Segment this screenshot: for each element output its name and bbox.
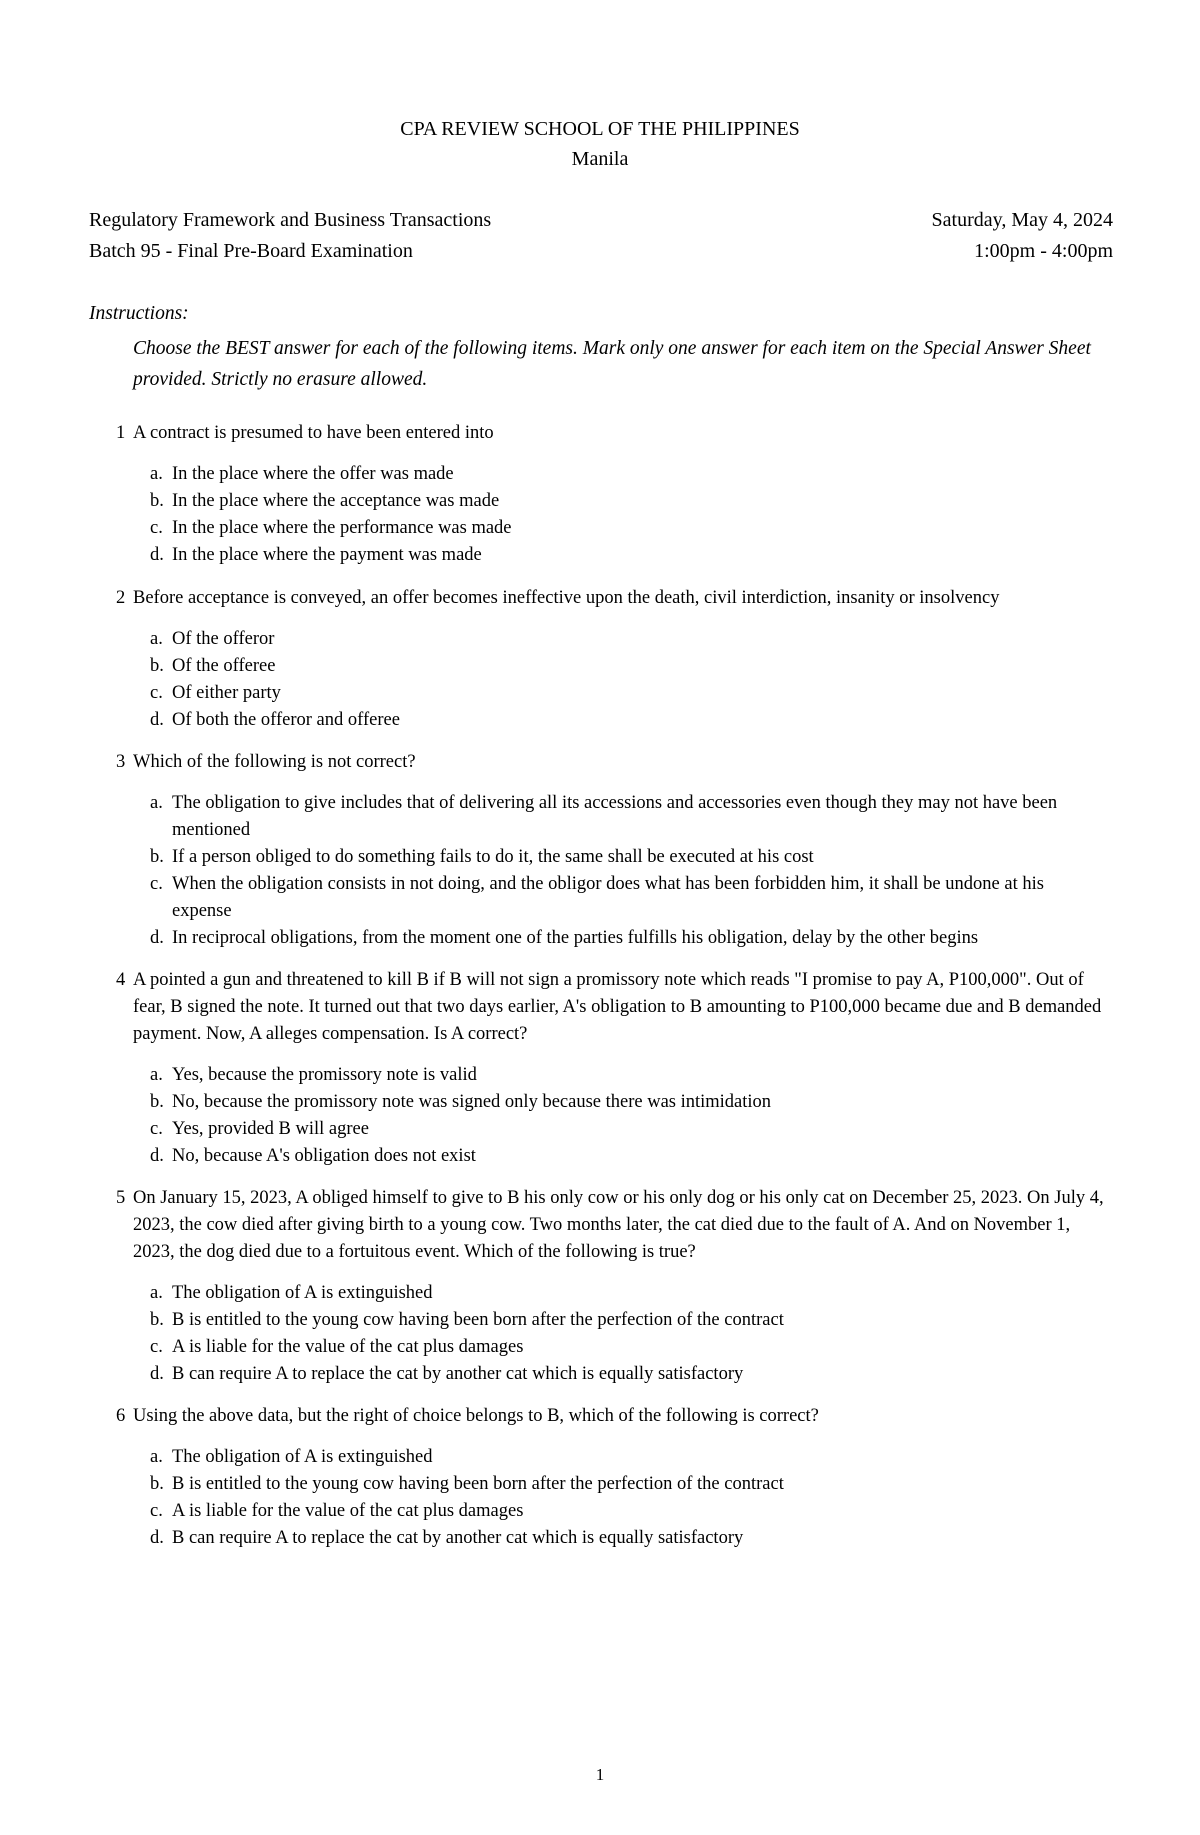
- choice-d: [150, 542, 1102, 569]
- question-stem: On January 15, 2023, A obliged himself to give to B his only cow or his only dog or his only cat on December 25, 2023. On July 4, 2023, the cow died after giving birth to a young cow. Two months later, the cat died due to the fault of A. And on November 1, 2023, the dog died due to a fortuitous event. Which of the following is true?: [133, 1188, 1104, 1262]
- question-stem: Which of the following is not correct?: [133, 752, 416, 772]
- choice-letter: a.: [150, 1283, 163, 1303]
- exam-schedule: [932, 205, 1113, 267]
- choice-letter: a.: [150, 793, 163, 813]
- choice-letter: c.: [150, 683, 163, 703]
- school-city: Manila: [571, 148, 629, 170]
- choice-text: Of the offeree: [172, 656, 276, 676]
- choice-text: B is entitled to the young cow having been born after the perfection of the contract: [172, 1474, 784, 1494]
- choice-list: [0, 1062, 1200, 1170]
- subject-title: Regulatory Framework and Business Transactions: [89, 209, 492, 231]
- choice-letter: a.: [150, 1447, 163, 1467]
- choice-text: B can require A to replace the cat by another cat which is equally satisfactory: [172, 1364, 744, 1384]
- question-3: [0, 749, 1200, 952]
- choice-text: Yes, because the promissory note is valid: [172, 1065, 477, 1085]
- choice-d: [150, 925, 1102, 952]
- choice-text: The obligation of A is extinguished: [172, 1447, 433, 1467]
- choice-b: [150, 1089, 1102, 1116]
- question-4: [0, 967, 1200, 1170]
- instructions-label: Instructions:: [89, 303, 189, 324]
- question-6: [0, 1403, 1200, 1552]
- choice-text: In the place where the offer was made: [172, 464, 454, 484]
- choice-a: [150, 626, 1102, 653]
- question-list: [0, 420, 1200, 1552]
- question-stem: Using the above data, but the right of choice belongs to B, which of the following is correct?: [133, 1406, 819, 1426]
- choice-a: [150, 1280, 1102, 1307]
- question-2: [0, 585, 1200, 734]
- choice-text: In the place where the performance was made: [172, 518, 512, 538]
- question-number: 4: [116, 970, 126, 990]
- choice-text: When the obligation consists in not doing, and the obligor does what has been forbidden him, it shall be undone at his expense: [172, 874, 1044, 921]
- choice-letter: d.: [150, 545, 164, 565]
- choice-list: [0, 626, 1200, 734]
- choice-text: The obligation to give includes that of delivering all its accessions and accessories even though they may not have been mentioned: [172, 793, 1058, 840]
- choice-list: [0, 461, 1200, 569]
- choice-letter: b.: [150, 491, 164, 511]
- choice-text: B can require A to replace the cat by another cat which is equally satisfactory: [172, 1528, 744, 1548]
- question-number: 1: [116, 423, 126, 443]
- choice-text: The obligation of A is extinguished: [172, 1283, 433, 1303]
- choice-letter: c.: [150, 1337, 163, 1357]
- question-number: 3: [116, 752, 126, 772]
- choice-letter: c.: [150, 1501, 163, 1521]
- choice-letter: d.: [150, 928, 164, 948]
- choice-c: [150, 1498, 1102, 1525]
- choice-letter: b.: [150, 847, 164, 867]
- choice-list: [0, 1280, 1200, 1388]
- choice-b: [150, 653, 1102, 680]
- choice-text: In the place where the acceptance was made: [172, 491, 500, 511]
- choice-list: [0, 1444, 1200, 1552]
- instructions-text: Choose the BEST answer for each of the following items. Mark only one answer for each item on the Special Answer Sheet provided. Strictly no erasure allowed.: [133, 338, 1091, 390]
- choice-c: [150, 1116, 1102, 1143]
- choice-text: A is liable for the value of the cat plus damages: [172, 1337, 524, 1357]
- question-number: 2: [116, 588, 126, 608]
- choice-text: No, because A's obligation does not exist: [172, 1146, 476, 1166]
- exam-info: [89, 205, 491, 267]
- choice-text: In the place where the payment was made: [172, 545, 482, 565]
- choice-letter: a.: [150, 464, 163, 484]
- choice-text: Of the offeror: [172, 629, 275, 649]
- choice-a: [150, 461, 1102, 488]
- question-number: 6: [116, 1406, 126, 1426]
- question-stem: A pointed a gun and threatened to kill B if B will not sign a promissory note which reads "I promise to pay A, P100,000". Out of fear, B signed the note. It turned out that two days earlier, A's obligation to B amounting to P100,000 became due and B demanded payment. Now, A alleges compensation. Is A correct?: [133, 970, 1102, 1044]
- exam-date: Saturday, May 4, 2024: [931, 209, 1113, 231]
- choice-letter: b.: [150, 1474, 164, 1494]
- choice-text: In reciprocal obligations, from the moment one of the parties fulfills his obligation, delay by the other begins: [172, 928, 979, 948]
- choice-b: [150, 1471, 1102, 1498]
- choice-text: Yes, provided B will agree: [172, 1119, 369, 1139]
- choice-c: [150, 871, 1102, 925]
- choice-letter: c.: [150, 518, 163, 538]
- choice-letter: d.: [150, 1364, 164, 1384]
- choice-letter: c.: [150, 1119, 163, 1139]
- choice-c: [150, 1334, 1102, 1361]
- choice-b: [150, 844, 1102, 871]
- choice-a: [150, 1444, 1102, 1471]
- choice-letter: c.: [150, 874, 163, 894]
- choice-letter: b.: [150, 1092, 164, 1112]
- choice-a: [150, 1062, 1102, 1089]
- question-stem: A contract is presumed to have been entered into: [133, 423, 494, 443]
- choice-text: A is liable for the value of the cat plus damages: [172, 1501, 524, 1521]
- choice-text: Of either party: [172, 683, 281, 703]
- choice-b: [150, 488, 1102, 515]
- question-5: [0, 1185, 1200, 1388]
- choice-a: [150, 790, 1102, 844]
- question-number: 5: [116, 1188, 126, 1208]
- exam-time: 1:00pm - 4:00pm: [974, 240, 1113, 262]
- question-1: [0, 420, 1200, 569]
- question-stem: Before acceptance is conveyed, an offer becomes ineffective upon the death, civil interdiction, insanity or insolvency: [133, 588, 1000, 608]
- batch-title: Batch 95 - Final Pre-Board Examination: [89, 240, 413, 262]
- choice-d: [150, 1525, 1102, 1552]
- choice-letter: a.: [150, 1065, 163, 1085]
- choice-text: Of both the offeror and offeree: [172, 710, 400, 730]
- choice-letter: a.: [150, 629, 163, 649]
- choice-letter: d.: [150, 1146, 164, 1166]
- choice-letter: b.: [150, 1310, 164, 1330]
- choice-b: [150, 1307, 1102, 1334]
- school-name: CPA REVIEW SCHOOL OF THE PHILIPPINES: [400, 118, 800, 140]
- choice-d: [150, 1361, 1102, 1388]
- choice-c: [150, 680, 1102, 707]
- choice-text: B is entitled to the young cow having been born after the perfection of the contract: [172, 1310, 784, 1330]
- choice-text: If a person obliged to do something fails to do it, the same shall be executed at his cost: [172, 847, 814, 867]
- choice-c: [150, 515, 1102, 542]
- choice-letter: d.: [150, 710, 164, 730]
- choice-letter: d.: [150, 1528, 164, 1548]
- page-number: 1: [595, 1765, 605, 1784]
- choice-d: [150, 1143, 1102, 1170]
- choice-letter: b.: [150, 656, 164, 676]
- choice-text: No, because the promissory note was signed only because there was intimidation: [172, 1092, 772, 1112]
- choice-d: [150, 707, 1102, 734]
- choice-list: [0, 790, 1200, 952]
